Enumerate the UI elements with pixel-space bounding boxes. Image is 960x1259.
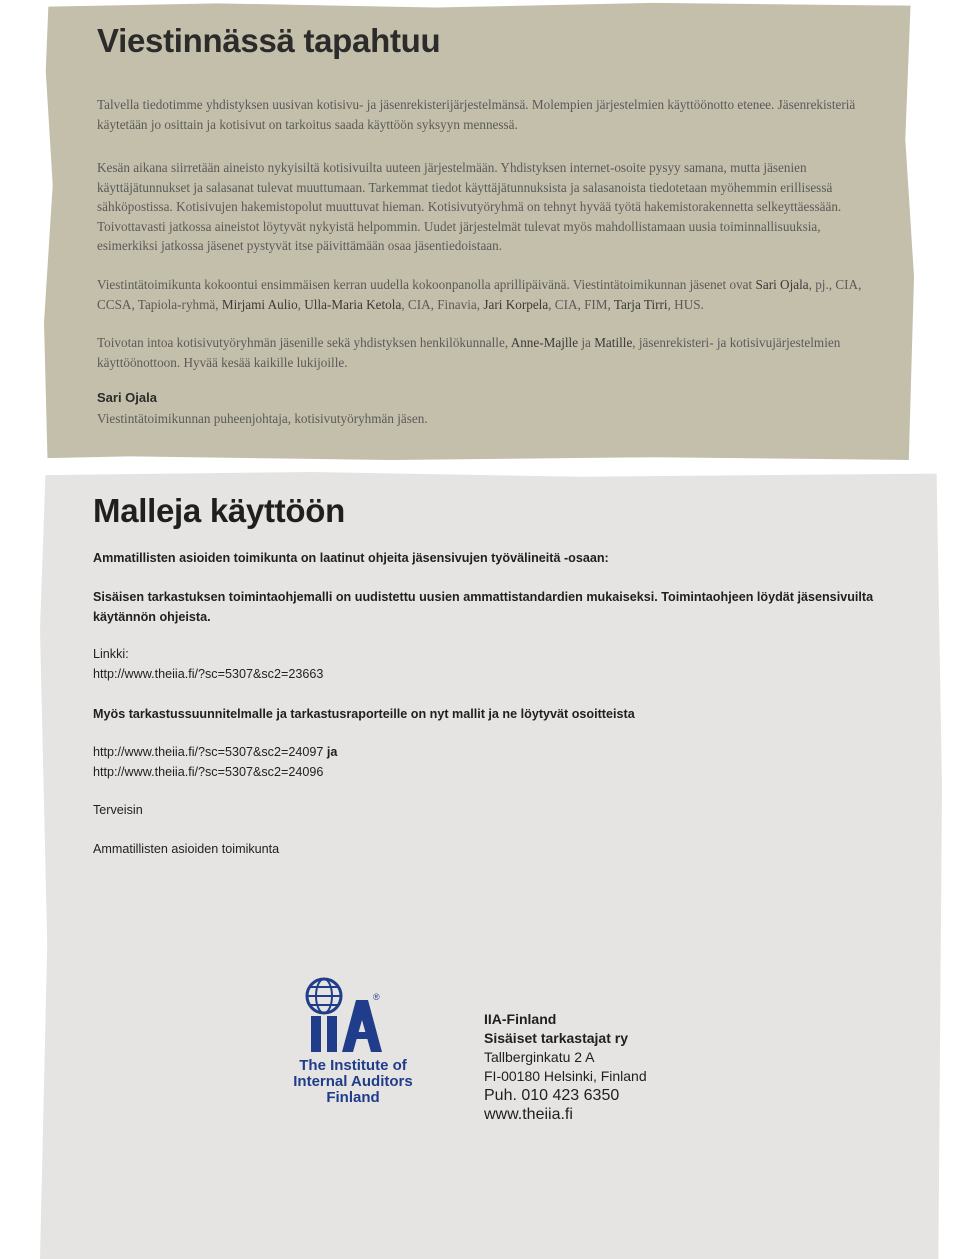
staff-name: Anne-Majlle	[510, 335, 579, 350]
logo-line-1: The Institute of	[299, 1057, 407, 1074]
logo-line-3: Finland	[326, 1089, 380, 1106]
logo-line-2: Internal Auditors	[293, 1073, 413, 1090]
paragraph-2: Kesän aikana siirretään aineisto nykyisiltä kotisivuilta uuteen järjestelmään. Yhdistyksen internet-osoite pysyy samana, mutta jäsenien käyttäjätunnukset ja salasanat tulevat muuttumaan. Tarkemmat tiedot käyttäjätunnuksista ja salasanoista tiedotetaan myöhemmin erillisessä sähköpostissa. Kotisivujen hakemistopolut muuttuvat hieman. Kotisivutyöryhmä on tehnyt hyvää työtä hakemistorakennetta selkeyttäessään. Toivottavasti jatkossa aineistot löytyvät nykyistä helpommin. Uudet järjestelmät tulevat myös mahdollistamaan uusia toiminnallisuuksia, esimerkiksi jatkossa jäsenet pystyvät itse päivittämään osaa jäsentiedoistaan.	[97, 160, 842, 253]
paragraph-3: Viestintätoimikunta kokoontui ensimmäisen kerran uudella kokoonpanolla aprillipäivänä. Viestintätoimikunnan jäsenet ovat Sari Ojala, pj., CIA, CCSA, Tapiola-ryhmä, Mirjami Aulio, Ulla-Maria Ketola, CIA, Finavia, Jari Korpela, CIA, FIM, Tarja Tirri, HUS.	[97, 277, 862, 312]
svg-text:®: ®	[373, 992, 380, 1002]
link-2[interactable]: http://www.theiia.fi/?sc=5307&sc2=24097	[93, 745, 324, 759]
link-3[interactable]: http://www.theiia.fi/?sc=5307&sc2=24096	[93, 765, 324, 779]
member-name: Tarja Tirri	[613, 296, 668, 312]
greeting: Terveisin	[93, 803, 143, 817]
contact-phone: Puh. 010 423 6350	[484, 1087, 620, 1104]
contact-block	[484, 1010, 647, 1124]
staff-name: Matille	[594, 335, 633, 350]
link-1[interactable]: http://www.theiia.fi/?sc=5307&sc2=23663	[93, 667, 324, 681]
iia-globe-icon	[278, 972, 428, 1106]
contact-street: Tallberginkatu 2 A	[484, 1049, 595, 1065]
sender: Ammatillisten asioiden toimikunta	[93, 842, 280, 856]
template-item-2: Myös tarkastussuunnitelmalle ja tarkastusraporteille on nyt mallit ja ne löytyvät osoitteista	[93, 707, 635, 721]
contact-org: IIA-Finland	[484, 1011, 557, 1027]
member-name: Sari Ojala	[755, 277, 809, 292]
signature-name: Sari Ojala	[97, 390, 157, 405]
paragraph-4: Toivotan intoa kotisivutyöryhmän jäsenille sekä yhdistyksen henkilökunnalle, Anne-Majlle ja Matille, jäsenrekisteri- ja kotisivujärjestelmien käyttöönottoon. Hyvää kesää kaikille lukijoille.	[97, 335, 841, 370]
contact-web[interactable]: www.theiia.fi	[484, 1106, 573, 1123]
member-name: Jari Korpela	[483, 296, 549, 312]
paragraph-1: Talvella tiedotimme yhdistyksen uusivan kotisivu- ja jäsenrekisterijärjestelmänsä. Molempien järjestelmien käyttöönotto etenee. Jäsenrekisteriä käytetään jo osittain ja kotisivut on tarkoitus saada käyttöön syksyyn mennessä.	[97, 97, 856, 132]
link-row	[93, 742, 893, 762]
contact-name: Sisäiset tarkastajat ry	[484, 1030, 628, 1046]
iia-logo	[278, 972, 428, 1106]
contact-postal: FI-00180 Helsinki, Finland	[484, 1068, 647, 1084]
link-joiner: ja	[323, 745, 338, 759]
intro-text: Ammatillisten asioiden toimikunta on laatinut ohjeita jäsensivujen työvälineitä -osaan:	[93, 551, 609, 565]
section1-title: Viestinnässä tapahtuu	[97, 22, 441, 59]
member-name: Mirjami Aulio	[221, 296, 298, 312]
member-name: Ulla-Maria Ketola	[304, 296, 402, 312]
section2-title: Malleja käyttöön	[93, 492, 345, 529]
template-item-1: Sisäisen tarkastuksen toimintaohjemalli on uudistettu uusien ammattistandardien mukaiseksi. Toimintaohjeen löydät jäsensivuilta käytännön ohjeista.	[93, 590, 874, 624]
link-label: Linkki:	[93, 647, 129, 661]
signature-role: Viestintätoimikunnan puheenjohtaja, kotisivutyöryhmän jäsen.	[97, 411, 428, 426]
